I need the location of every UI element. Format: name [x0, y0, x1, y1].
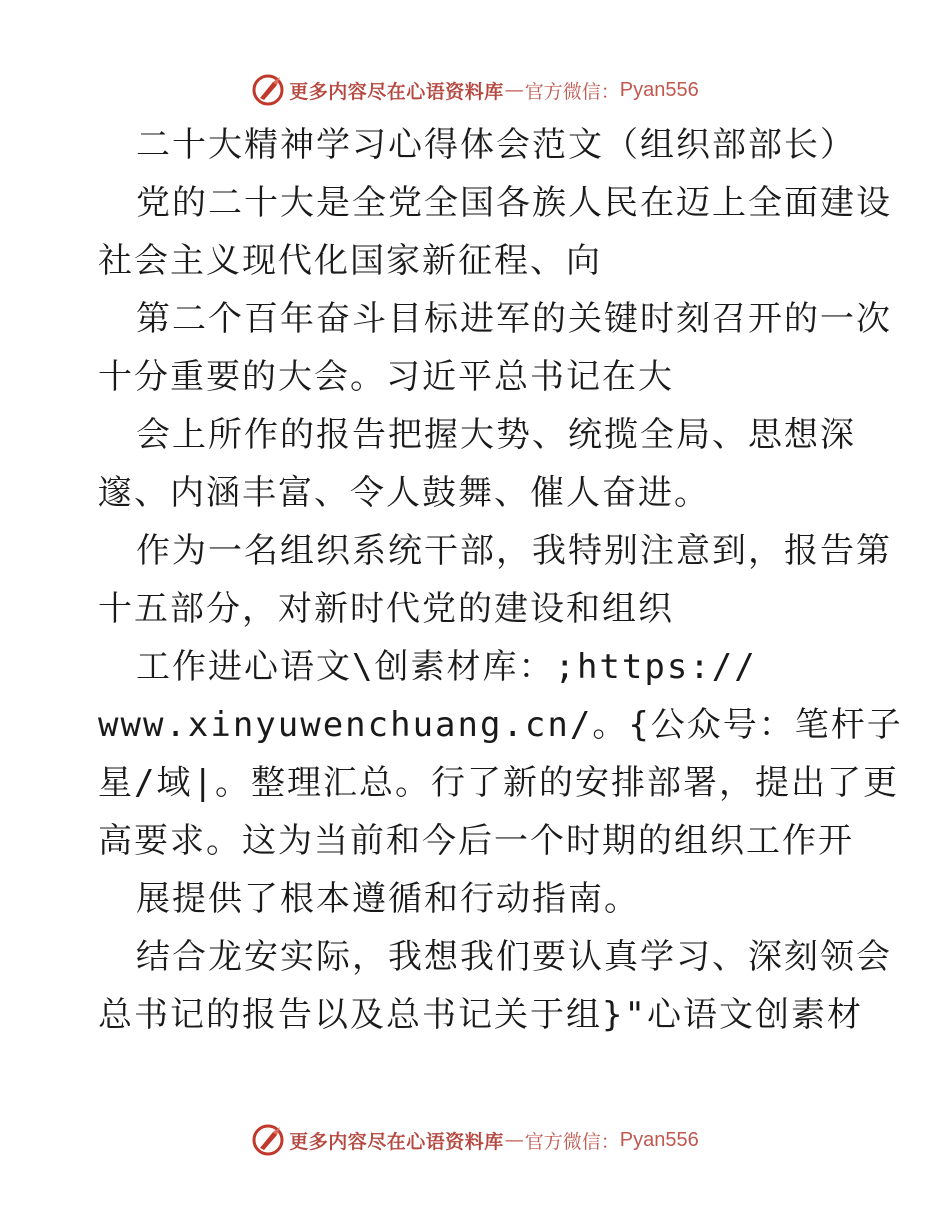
paragraph-line: www.xinyuwenchuang.cn/。{公众号：笔杆子 [98, 705, 903, 745]
paragraph-line: 高要求。这为当前和今后一个时期的组织工作开 [98, 821, 854, 861]
promo-text: 更多内容尽在心语资料库 [289, 1130, 504, 1153]
paragraph-line: 第二个百年奋斗目标进军的关键时刻召开的一次 [136, 299, 892, 339]
paragraph-line: 邃、内涵丰富、令人鼓舞、催人奋进。 [98, 473, 710, 513]
paragraph-line: 十分重要的大会。习近平总书记在大 [98, 357, 674, 397]
paragraph-line: 十五部分，对新时代党的建设和组织 [98, 589, 674, 629]
wechat-id: Pyan556 [619, 78, 699, 101]
document-body [98, 116, 903, 1044]
promo-text: 更多内容尽在心语资料库 [289, 80, 504, 103]
paragraph-line: 总书记的报告以及总书记关于组}"心语文创素材 [98, 995, 863, 1035]
paragraph-line: 会上所作的报告把握大势、统揽全局、思想深 [136, 415, 856, 455]
paragraph-line: 党的二十大是全党全国各族人民在迈上全面建设 [136, 183, 892, 223]
paragraph-line: 工作进心语文\创素材库：;https:// [136, 647, 757, 687]
separator: — [504, 1129, 524, 1151]
footer-banner [0, 1120, 950, 1160]
paragraph-line: 作为一名组织系统干部，我特别注意到，报告第 [136, 531, 892, 571]
separator: — [504, 79, 524, 101]
quill-logo-icon [251, 73, 285, 107]
official-label: 官方微信： [524, 80, 620, 103]
paragraph-line: 结合龙安实际，我想我们要认真学习、深刻领会 [136, 937, 892, 977]
official-label: 官方微信： [524, 1130, 620, 1153]
title-line: 二十大精神学习心得体会范文（组织部部长） [136, 125, 856, 165]
paragraph-line: 展提供了根本遵循和行动指南。 [136, 879, 640, 919]
paragraph-line: 星/域|。整理汇总。行了新的安排部署，提出了更 [98, 763, 899, 803]
paragraph-line: 社会主义现代化国家新征程、向 [98, 241, 602, 281]
quill-logo-icon [251, 1123, 285, 1157]
wechat-id: Pyan556 [619, 1128, 699, 1151]
header-banner [0, 70, 950, 110]
